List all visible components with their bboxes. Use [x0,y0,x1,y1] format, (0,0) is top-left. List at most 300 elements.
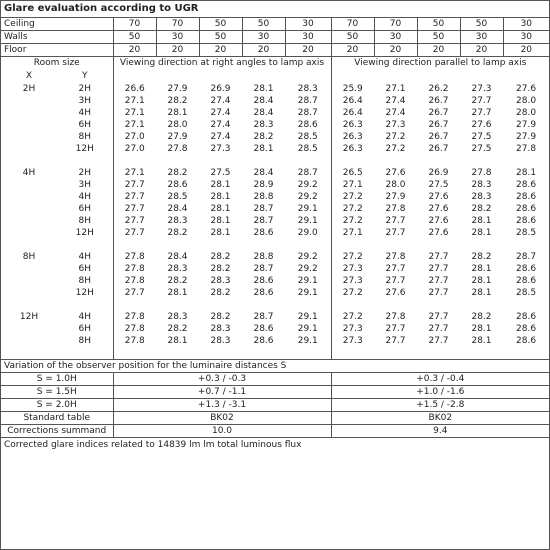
ugr-value-right: 27.0 [124,132,145,142]
spacer-cell [242,299,285,311]
ugr-value-right: 28.3 [253,120,274,130]
ugr-value-right: 27.7 [124,216,145,226]
ugr-value-right: 29.2 [285,251,331,263]
blank-cell [374,70,417,83]
reflectance-row [1,31,549,44]
ugr-value-parallel: 27.8 [385,312,406,322]
ugr-value-parallel: 27.7 [385,324,406,334]
footer-note: Corrected glare indices related to 14839 lm lm total luminous flux [4,440,302,450]
ugr-value-right: 27.8 [124,264,145,274]
spacer-cell [285,347,331,360]
y-value: 6H [57,323,113,335]
ugr-value-parallel: 28.2 [471,252,492,262]
ugr-value-right: 28.1 [210,192,231,202]
spacer-cell [503,239,549,251]
ugr-value-right: 27.0 [124,144,145,154]
ugr-value-right: 27.4 [210,120,231,130]
ugr-value-parallel: 27.3 [342,276,363,286]
ugr-value-parallel: 28.0 [385,180,406,190]
ugr-value-right: 28.8 [253,252,274,262]
ugr-value-right: 29.2 [285,263,331,275]
ugr-value-parallel: 28.5 [516,288,537,298]
ugr-value-right: 27.8 [124,324,145,334]
ugr-value-right: 29.1 [285,215,331,227]
ugr-value-parallel: 27.7 [428,264,449,274]
variation-parallel: +1.0 / -1.6 [331,386,549,399]
reflectance-value: 20 [374,44,417,57]
spacer-cell [331,239,374,251]
ugr-value-parallel: 28.2 [471,312,492,322]
ugr-value-right: 26.9 [210,84,231,94]
ugr-value-parallel: 27.3 [342,324,363,334]
ugr-value-right: 28.1 [253,84,274,94]
ugr-value-right: 28.0 [167,120,188,130]
spacer-cell [417,347,460,360]
x-value [1,215,57,227]
spacer-cell [57,347,113,360]
data-row [1,323,549,335]
ugr-value-parallel: 27.2 [342,192,363,202]
reflectance-value: 30 [285,31,331,44]
room-size-label: Room size [1,57,113,71]
spacer-row [1,155,549,167]
ugr-value-right: 27.7 [124,192,145,202]
ugr-value-right: 27.8 [167,144,188,154]
ugr-value-parallel: 27.7 [428,336,449,346]
data-row [1,263,549,275]
ugr-value-right: 27.1 [124,168,145,178]
spacer-cell [156,347,199,360]
ugr-value-right: 28.7 [285,95,331,107]
spacer-cell [57,155,113,167]
ugr-value-right: 28.4 [167,204,188,214]
variation-row [1,386,549,399]
spacer-cell [57,299,113,311]
ugr-value-parallel: 26.3 [342,120,363,130]
x-value [1,119,57,131]
spacer-cell [199,299,242,311]
ugr-value-parallel: 28.7 [516,252,537,262]
variation-label: Variation of the observer position for the luminaire distances S [1,360,549,373]
ugr-value-right: 27.1 [124,108,145,118]
ugr-value-parallel: 28.6 [516,216,537,226]
header-row-2 [1,70,549,83]
spacer-cell [417,239,460,251]
y-value: 8H [57,215,113,227]
ugr-value-right: 28.1 [167,336,188,346]
y-label: Y [57,70,113,83]
x-value [1,107,57,119]
ugr-value-parallel: 27.4 [385,108,406,118]
blank-cell [503,70,549,83]
ugr-value-parallel: 27.6 [471,120,492,130]
ugr-value-right: 28.7 [253,216,274,226]
ugr-value-right: 28.2 [210,288,231,298]
spacer-cell [113,347,156,360]
ugr-value-parallel: 27.7 [471,108,492,118]
blank-cell [285,70,331,83]
reflectance-value: 50 [199,18,242,31]
x-label: X [25,71,33,81]
spacing-label: S = 2.0H [1,399,113,412]
variation-right: +0.7 / -1.1 [113,386,331,399]
variation-right: +0.3 / -0.3 [113,373,331,386]
ugr-value-parallel: 28.2 [471,204,492,214]
y-value: 4H [57,311,113,323]
ugr-value-parallel: 28.6 [516,192,537,202]
ugr-value-parallel: 28.1 [471,228,492,238]
spacer-cell [331,347,374,360]
data-row [1,227,549,239]
standard-table-parallel: BK02 [331,412,549,425]
ugr-value-parallel: 26.5 [342,168,363,178]
ugr-value-parallel: 26.7 [428,108,449,118]
ugr-value-parallel: 27.6 [428,204,449,214]
reflectance-value: 50 [417,31,460,44]
x-value: 4H [22,168,36,178]
spacer-cell [417,299,460,311]
ugr-value-right: 28.5 [285,131,331,143]
reflectance-value: 20 [285,44,331,57]
ugr-value-parallel: 28.3 [471,192,492,202]
ugr-value-right: 29.1 [285,203,331,215]
spacer-row [1,299,549,311]
ugr-value-right: 28.2 [167,168,188,178]
ugr-value-parallel: 28.5 [516,228,537,238]
ugr-value-parallel: 26.3 [342,132,363,142]
spacer-cell [374,155,417,167]
reflectance-value: 50 [113,31,156,44]
footer-row [1,438,549,453]
ugr-value-right: 28.7 [285,167,331,179]
ugr-value-parallel: 27.7 [385,276,406,286]
blank-cell [242,70,285,83]
ugr-value-parallel: 28.0 [516,108,537,118]
spacer-cell [460,299,503,311]
data-row [1,107,549,119]
reflectance-value: 20 [242,44,285,57]
x-value [1,191,57,203]
ugr-value-parallel: 27.4 [385,96,406,106]
ugr-value-right: 28.4 [253,108,274,118]
y-value: 12H [57,227,113,239]
ugr-value-parallel: 27.2 [342,288,363,298]
spacer-cell [460,155,503,167]
data-row [1,95,549,107]
reflectance-value: 70 [331,18,374,31]
ugr-value-parallel: 28.3 [471,180,492,190]
ugr-value-right: 27.4 [210,96,231,106]
x-value [1,263,57,275]
reflectance-label: Floor [1,44,113,57]
ugr-value-parallel: 28.1 [471,324,492,334]
data-row [1,203,549,215]
reflectance-value: 50 [242,18,285,31]
ugr-value-parallel: 28.1 [471,276,492,286]
ugr-value-right: 28.1 [210,180,231,190]
spacing-label: S = 1.0H [1,373,113,386]
ugr-value-right: 28.2 [210,252,231,262]
ugr-value-parallel: 28.1 [471,264,492,274]
standard-table-right: BK02 [113,412,331,425]
ugr-value-parallel: 28.6 [516,204,537,214]
ugr-value-right: 28.1 [210,228,231,238]
ugr-value-parallel: 28.6 [516,336,537,346]
spacer-cell [460,239,503,251]
ugr-value-parallel: 27.7 [385,336,406,346]
ugr-value-parallel: 26.7 [428,132,449,142]
ugr-value-right: 27.8 [124,252,145,262]
ugr-value-parallel: 27.3 [471,84,492,94]
header-row-1 [1,57,549,71]
data-row [1,179,549,191]
spacer-cell [113,155,156,167]
ugr-value-parallel: 27.3 [342,264,363,274]
ugr-value-right: 28.4 [253,168,274,178]
ugr-value-parallel: 28.6 [516,264,537,274]
ugr-value-right: 28.1 [210,204,231,214]
spacer-cell [285,239,331,251]
ugr-value-right: 28.6 [253,276,274,286]
ugr-value-parallel: 28.6 [516,276,537,286]
reflectance-value: 20 [460,44,503,57]
ugr-value-parallel: 27.6 [428,228,449,238]
ugr-value-parallel: 27.2 [342,312,363,322]
spacer-cell [156,155,199,167]
variation-parallel: +0.3 / -0.4 [331,373,549,386]
y-value: 4H [57,251,113,263]
variation-right: +1.3 / -3.1 [113,399,331,412]
ugr-value-right: 28.7 [253,204,274,214]
ugr-value-right: 27.9 [167,132,188,142]
reflectance-value: 50 [199,31,242,44]
ugr-value-right: 27.8 [124,336,145,346]
x-value [1,287,57,299]
data-row [1,335,549,347]
variation-row [1,373,549,386]
ugr-value-right: 27.1 [124,96,145,106]
data-row [1,215,549,227]
y-value: 12H [57,143,113,155]
ugr-value-right: 28.7 [253,264,274,274]
ugr-value-right: 26.6 [124,84,145,94]
spacer-cell [57,239,113,251]
ugr-value-right: 28.9 [253,180,274,190]
ugr-value-right: 28.6 [253,288,274,298]
ugr-value-parallel: 27.1 [342,228,363,238]
reflectance-value: 50 [331,31,374,44]
ugr-value-parallel: 28.6 [516,312,537,322]
ugr-value-right: 27.7 [124,204,145,214]
ugr-value-parallel: 27.6 [428,192,449,202]
reflectance-label: Walls [1,31,113,44]
ugr-value-right: 28.4 [253,96,274,106]
reflectance-value: 30 [285,18,331,31]
data-row [1,83,549,95]
ugr-value-parallel: 27.3 [342,336,363,346]
ugr-value-parallel: 27.6 [385,168,406,178]
ugr-value-right: 28.5 [167,192,188,202]
x-value: 8H [22,252,36,262]
ugr-value-right: 27.4 [210,132,231,142]
corrections-parallel: 9.4 [331,425,549,438]
ugr-value-parallel: 27.6 [428,216,449,226]
ugr-value-right: 28.3 [210,324,231,334]
corrections-right: 10.0 [113,425,331,438]
standard-table-label: Standard table [1,412,113,425]
y-value: 3H [57,95,113,107]
ugr-value-parallel: 27.9 [385,192,406,202]
ugr-value-parallel: 27.8 [385,252,406,262]
reflectance-value: 20 [156,44,199,57]
ugr-value-right: 29.2 [285,179,331,191]
ugr-table [1,1,549,452]
spacer-cell [1,155,57,167]
corrections-row [1,425,549,438]
ugr-value-parallel: 27.2 [342,252,363,262]
y-value: 12H [57,287,113,299]
y-value: 2H [57,83,113,95]
ugr-value-right: 27.1 [124,120,145,130]
ugr-value-right: 28.6 [167,180,188,190]
reflectance-value: 30 [156,31,199,44]
ugr-value-right: 28.3 [210,336,231,346]
reflectance-value: 70 [156,18,199,31]
ugr-value-parallel: 27.7 [385,216,406,226]
data-row [1,191,549,203]
ugr-value-right: 27.8 [124,312,145,322]
ugr-value-parallel: 26.7 [428,96,449,106]
corrections-label: Corrections summand [1,425,113,438]
reflectance-value: 50 [460,18,503,31]
spacer-cell [374,347,417,360]
ugr-value-parallel: 26.2 [428,84,449,94]
ugr-value-right: 29.0 [285,227,331,239]
ugr-value-right: 29.2 [285,191,331,203]
y-value: 3H [57,179,113,191]
ugr-value-parallel: 28.1 [471,216,492,226]
data-row [1,251,549,263]
spacer-cell [1,347,57,360]
x-value [1,131,57,143]
spacer-cell [1,299,57,311]
ugr-value-parallel: 27.7 [471,96,492,106]
ugr-value-parallel: 27.8 [516,144,537,154]
ugr-value-parallel: 27.1 [385,84,406,94]
ugr-value-right: 27.7 [124,180,145,190]
spacer-cell [199,239,242,251]
y-value: 6H [57,203,113,215]
ugr-value-parallel: 27.7 [428,288,449,298]
reflectance-value: 30 [503,18,549,31]
ugr-value-right: 29.1 [285,287,331,299]
spacer-cell [285,155,331,167]
x-value [1,203,57,215]
title-row [1,1,549,18]
blank-cell [113,70,156,83]
ugr-value-right: 27.3 [210,144,231,154]
y-value: 8H [57,335,113,347]
ugr-value-parallel: 27.3 [385,120,406,130]
y-value: 4H [57,107,113,119]
ugr-value-parallel: 26.4 [342,96,363,106]
ugr-value-parallel: 27.1 [342,180,363,190]
ugr-value-parallel: 27.7 [385,264,406,274]
spacer-cell [113,239,156,251]
blank-cell [417,70,460,83]
ugr-value-right: 28.7 [253,312,274,322]
ugr-value-parallel: 27.5 [471,144,492,154]
data-row [1,311,549,323]
right-angles-header: Viewing direction at right angles to lamp axis [113,57,331,71]
ugr-value-right: 28.6 [253,228,274,238]
reflectance-value: 20 [417,44,460,57]
ugr-value-parallel: 28.6 [516,180,537,190]
ugr-value-parallel: 27.5 [428,180,449,190]
data-row [1,275,549,287]
y-value: 2H [57,167,113,179]
x-value [1,323,57,335]
variation-row [1,399,549,412]
blank-cell [331,70,374,83]
page-title: Glare evaluation according to UGR [1,1,549,18]
ugr-value-parallel: 27.2 [385,144,406,154]
spacer-cell [374,299,417,311]
ugr-value-parallel: 28.0 [516,96,537,106]
ugr-value-parallel: 25.9 [342,84,363,94]
ugr-value-right: 28.3 [167,216,188,226]
ugr-value-right: 29.1 [285,275,331,287]
blank-cell [199,70,242,83]
x-value: 2H [22,84,36,94]
spacer-cell [417,155,460,167]
spacer-cell [503,155,549,167]
reflectance-value: 30 [374,31,417,44]
ugr-value-parallel: 27.6 [516,84,537,94]
ugr-value-right: 28.7 [285,107,331,119]
ugr-value-parallel: 28.1 [516,168,537,178]
ugr-value-right: 28.6 [253,336,274,346]
ugr-value-right: 28.2 [253,132,274,142]
data-row [1,131,549,143]
x-value [1,275,57,287]
spacer-cell [199,347,242,360]
ugr-value-right: 28.2 [167,96,188,106]
ugr-value-right: 28.2 [167,276,188,286]
reflectance-value: 20 [199,44,242,57]
data-row [1,167,549,179]
x-value [1,335,57,347]
ugr-value-right: 28.3 [210,276,231,286]
ugr-value-right: 29.1 [285,323,331,335]
reflectance-label: Ceiling [1,18,113,31]
ugr-value-right: 29.1 [285,335,331,347]
ugr-value-right: 28.5 [285,143,331,155]
ugr-value-parallel: 27.2 [342,204,363,214]
y-value: 6H [57,263,113,275]
ugr-value-right: 28.2 [210,264,231,274]
ugr-value-parallel: 27.5 [471,132,492,142]
spacer-cell [242,347,285,360]
data-row [1,287,549,299]
spacer-cell [460,347,503,360]
ugr-value-parallel: 27.8 [471,168,492,178]
ugr-value-parallel: 27.9 [516,132,537,142]
reflectance-value: 30 [503,31,549,44]
ugr-value-parallel: 26.9 [428,168,449,178]
spacer-cell [199,155,242,167]
spacer-cell [242,155,285,167]
